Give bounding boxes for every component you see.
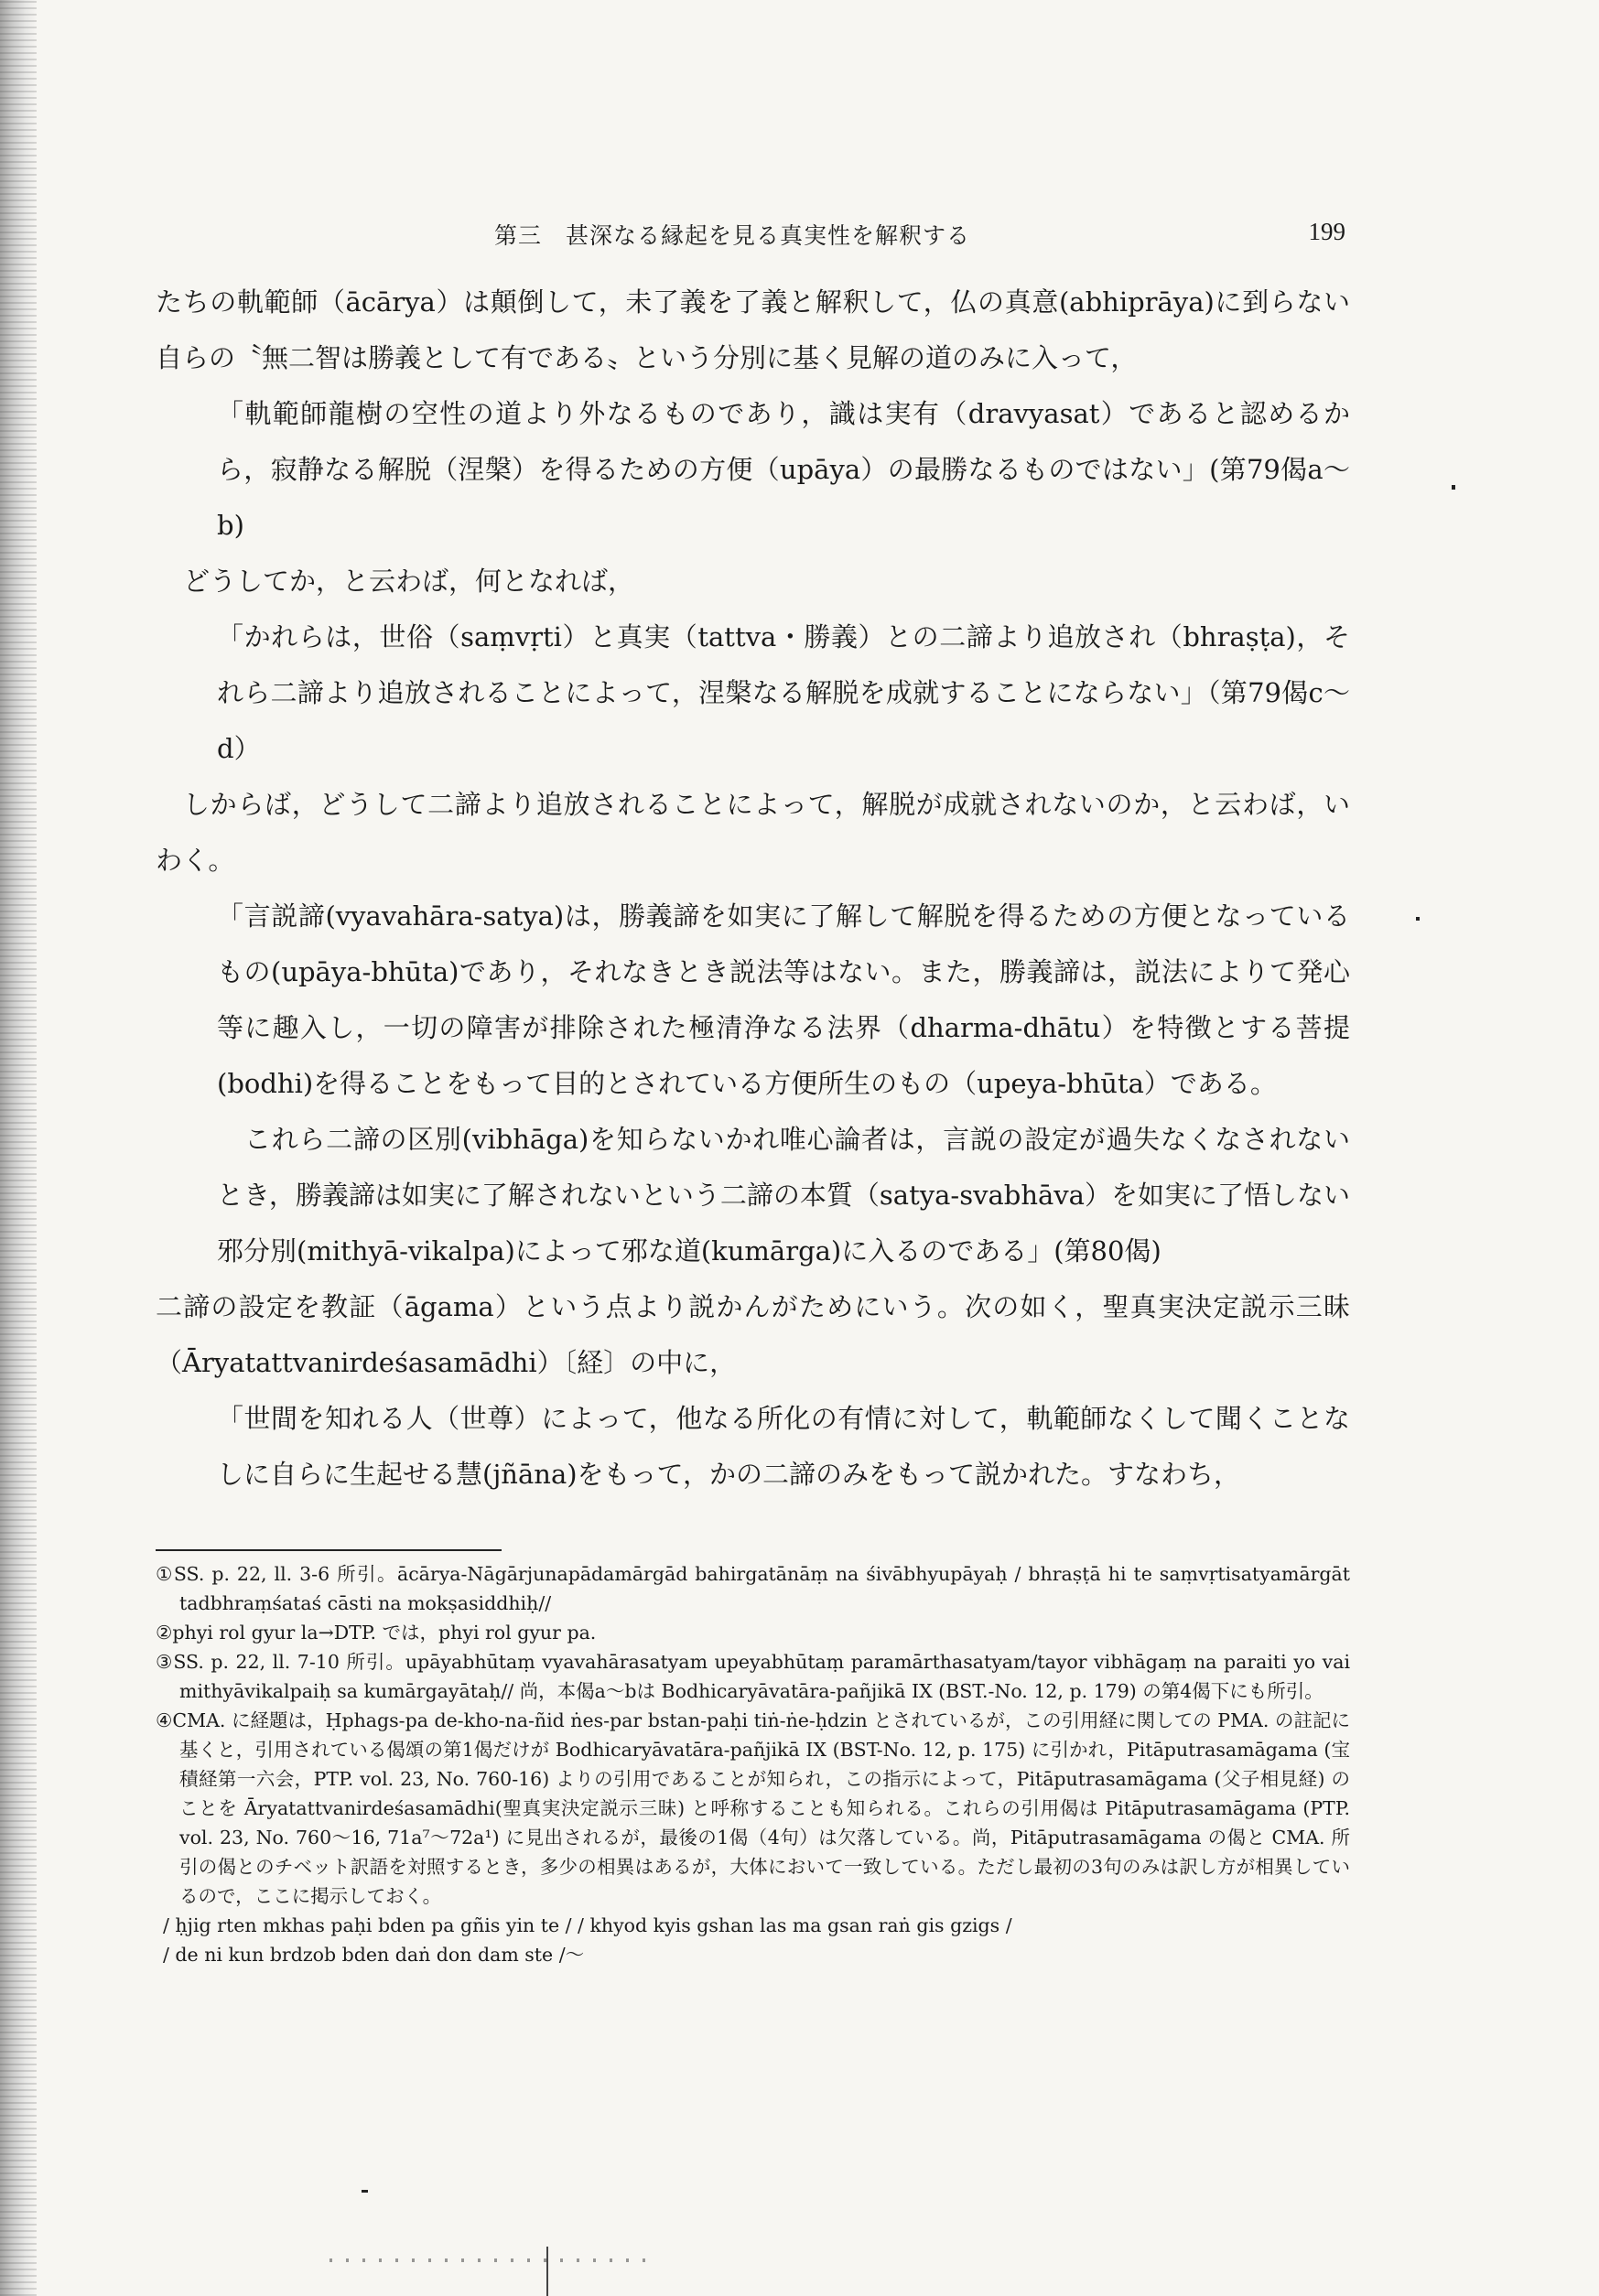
footnotes: [156, 1559, 1350, 1969]
footnote-2: ②phyi rol gyur la→DTP. では，phyi rol gyur pa.: [156, 1622, 597, 1644]
scan-edge-shadow: [0, 0, 37, 2296]
tibetan-verse-line-1: / ḥjig rten mkhas paḥi bden pa gñis yin te / / khyod kyis gshan las ma gsan raṅ gis gzigs /: [163, 1914, 1012, 1936]
footnote-3: ③SS. p. 22, ll. 7-10 所引。upāyabhūtaṃ vyavahārasatyam upeyabhūtaṃ paramārthasatyam/tayor vibhāgaṃ na paraiti yo vai mithyāvikalpaiḥ sa kumārgayātaḥ// 尚，本偈a～bは Bodhicaryāvatāra-pañjikā IX (BST.-No. 12, p. 179) の第4偈下にも所引。: [156, 1651, 1350, 1702]
quote-sutra: 「世間を知れる人（世尊）によって，他なる所化の有情に対して，軌範師なくして聞くことなしに自らに生起せる慧(jñāna)をもって，かの二諦のみをもって説かれた。すなわち，: [217, 1403, 1350, 1490]
scan-speck: [1416, 917, 1420, 921]
scan-artifact-marks: [330, 2258, 650, 2262]
footnote-separator: [156, 1549, 502, 1551]
tibetan-verse-line-2: / de ni kun brdzob bden daṅ don dam ste /～: [163, 1944, 585, 1966]
paragraph: しからば，どうして二諦より追放されることによって，解脱が成就されないのか，と云わば，いわく。: [156, 789, 1350, 876]
quote-verse-79cd: 「かれらは，世俗（saṃvṛti）と真実（tattva・勝義）との二諦より追放され（bhraṣṭa)，それら二諦より追放されることによって，涅槃なる解脱を成就することにならない」（第79偈c～d）: [217, 621, 1350, 764]
paragraph: どうしてか，と云わば，何となれば，: [183, 566, 635, 597]
running-header: [494, 212, 1345, 254]
main-text: [156, 275, 1350, 1503]
quote-verse-80-part2: これら二諦の区別(vibhāga)を知らないかれ唯心論者は，言説の設定が過失なくなされないとき，勝義諦は如実に了解されないという二諦の本質（satya-svabhāva）を如実に了悟しない邪分別(mithyā-vikalpa)によって邪な道(kumārga)に入るのである」(第80偈): [217, 1124, 1350, 1267]
footnote-1: ①SS. p. 22, ll. 3-6 所引。ācārya-Nāgārjunapādamārgād bahirgatānāṃ na śivābhyupāyaḥ / bhraṣṭā hi te saṃvṛtisatyamārgāt tadbhraṃśataś cāsti na mokṣasiddhiḥ//: [156, 1563, 1350, 1614]
chapter-title: 第三 甚深なる縁起を見る真実性を解釈する: [494, 222, 971, 249]
quote-verse-79ab: 「軌範師龍樹の空性の道より外なるものであり，識は実有（dravyasat）であると認めるから，寂静なる解脱（涅槃）を得るための方便（upāya）の最勝なるものではない」(第79偈a～b): [217, 398, 1350, 541]
scan-speck: [1452, 485, 1455, 490]
paragraph: 二諦の設定を教証（āgama）という点より説かんがためにいう。次の如く，聖真実決定説示三昧（Āryatattvanirdeśasamādhi）〔経〕の中に，: [156, 1291, 1350, 1378]
binding-gutter-line: [546, 2247, 548, 2296]
scan-speck: [362, 2190, 368, 2193]
quote-verse-80-part1: 「言説諦(vyavahāra-satya)は，勝義諦を如実に了解して解脱を得るための方便となっているもの(upāya-bhūta)であり，それなきとき説法等はない。また，勝義諦は，説法によりて発心等に趣入し，一切の障害が排除された極清浄なる法界（dharma-dhātu）を特徴とする菩提(bodhi)を得ることをもって目的とされている方便所生のもの（upeya-bhūta）である。: [217, 900, 1350, 1099]
paragraph: たちの軌範師（ācārya）は顛倒して，未了義を了義と解釈して，仏の真意(abhiprāya)に到らない自らの〝無二智は勝義として有である〟という分別に基く見解の道のみに入って，: [156, 286, 1350, 373]
footnote-4: ④CMA. に経題は，Ḥphags-pa de-kho-na-ñid ṅes-par bstan-paḥi tiṅ-ṅe-ḥdzin とされているが，この引用経に関しての PMA. の註記に基くと，引用されている偈頌の第1偈だけが Bodhicaryāvatāra-pañjikā IX (BST-No. 12, p. 175) に引かれ，Pitāputrasamāgama (宝積経第一六会，PTP. vol. 23, No. 760-16) よりの引用であることが知られ，この指示によって，Pitāputrasamāgama (父子相見経) のことを Āryatattvanirdeśasamādhi(聖真実決定説示三昧) と呼称することも知られる。これらの引用偈は Pitāputrasamāgama (PTP. vol. 23, No. 760～16, 71a⁷～72a¹) に見出されるが，最後の1偈（4句）は欠落している。尚，Pitāputrasamāgama の偈と CMA. 所引の偈とのチベット訳語を対照するとき，多少の相異はあるが，大体において一致している。ただし最初の3句のみは訳し方が相異しているので，ここに掲示しておく。: [156, 1709, 1350, 1907]
page-number: 199: [1308, 218, 1345, 245]
